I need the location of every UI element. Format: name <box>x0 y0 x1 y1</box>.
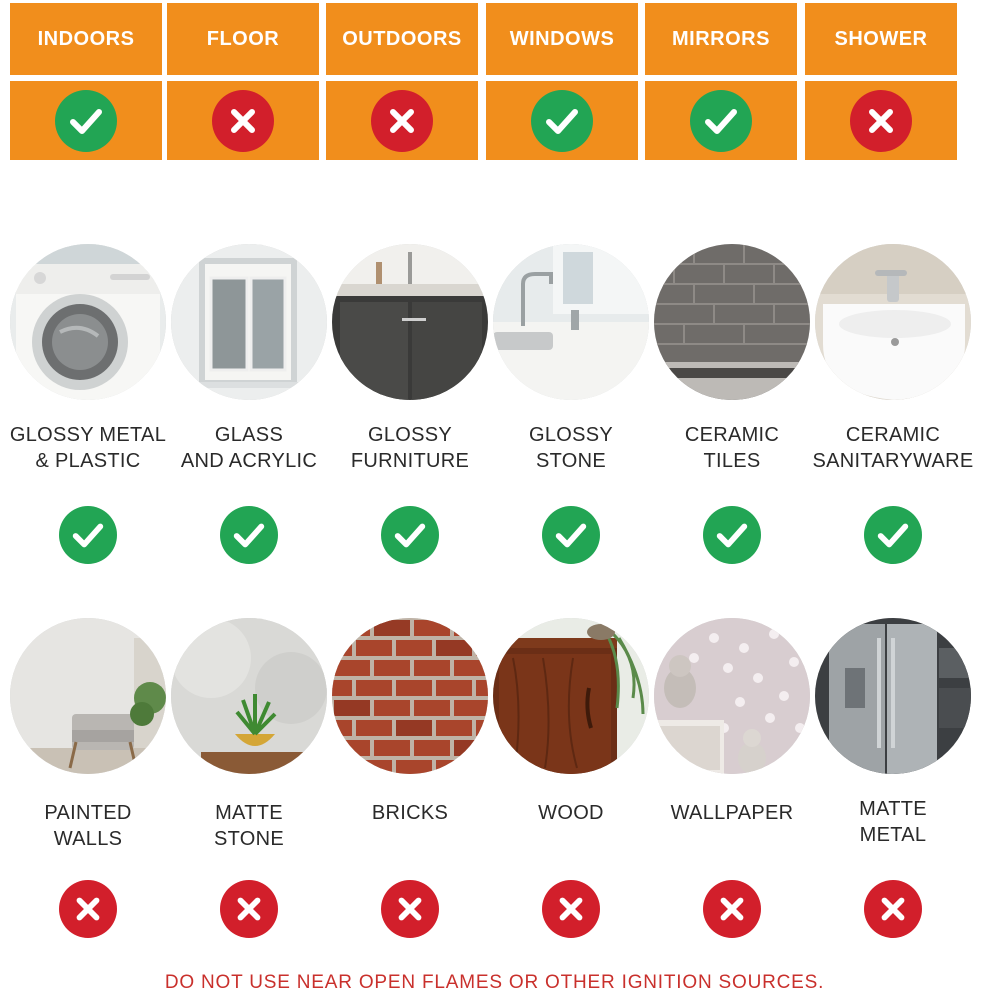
surface-bricks <box>330 618 490 918</box>
furniture-image <box>332 244 488 400</box>
surface-label-line1: CERAMIC <box>845 424 941 446</box>
usage-header: MIRRORS <box>645 3 797 75</box>
basin-image <box>815 244 971 400</box>
usage-header: OUTDOORS <box>326 3 478 75</box>
wood-image <box>493 618 649 774</box>
usage-table <box>10 3 988 160</box>
surface-glossy-furniture <box>330 244 490 544</box>
surface-label-line1: BRICKS <box>371 802 449 824</box>
surface-glossy-stone <box>491 244 651 544</box>
surface-label <box>0 422 178 474</box>
checkmark-icon <box>703 506 761 564</box>
surface-label <box>481 800 661 826</box>
surface-label-line2: TILES <box>703 450 761 472</box>
surface-wood <box>491 618 651 918</box>
fire-warning-text: DO NOT USE NEAR OPEN FLAMES OR OTHER IGNITION SOURCES. <box>164 972 825 993</box>
surface-label <box>159 422 339 474</box>
checkmark-icon <box>59 506 117 564</box>
usage-column-shower <box>805 3 957 160</box>
matte-stone-image <box>171 618 327 774</box>
surface-label-line1: GLOSSY METAL <box>9 424 167 446</box>
surface-ceramic-sanitaryware <box>813 244 973 544</box>
usage-column-windows <box>486 3 638 160</box>
cross-icon <box>864 880 922 938</box>
cross-icon <box>542 880 600 938</box>
surface-wallpaper <box>652 618 812 918</box>
surface-glass-acrylic <box>169 244 329 544</box>
surface-label <box>803 422 983 474</box>
surface-label <box>320 422 500 474</box>
usage-cell <box>167 81 319 160</box>
usage-cell <box>486 81 638 160</box>
surface-label-line1: GLASS <box>214 424 284 446</box>
cross-icon <box>703 880 761 938</box>
cross-icon <box>212 90 274 152</box>
surface-label-line2: METAL <box>859 824 927 846</box>
surface-glossy-metal-plastic <box>8 244 168 544</box>
checkmark-icon <box>864 506 922 564</box>
usage-cell <box>10 81 162 160</box>
usage-column-indoors <box>10 3 162 160</box>
usage-header: FLOOR <box>167 3 319 75</box>
bricks-image <box>332 618 488 774</box>
tiles-image <box>654 244 810 400</box>
surface-label <box>159 800 339 852</box>
usage-cell <box>805 81 957 160</box>
surface-label <box>803 796 983 848</box>
surface-label <box>642 800 822 826</box>
surface-matte-metal <box>813 618 973 918</box>
surface-label <box>0 800 178 852</box>
surface-label <box>481 422 661 474</box>
surface-label-line1: MATTE <box>859 798 927 820</box>
cross-icon <box>371 90 433 152</box>
checkmark-icon <box>690 90 752 152</box>
surface-label <box>642 422 822 474</box>
surface-ceramic-tiles <box>652 244 812 544</box>
cross-icon <box>850 90 912 152</box>
checkmark-icon <box>542 506 600 564</box>
surface-label-line1: MATTE <box>215 802 283 824</box>
surface-label-line2: STONE <box>213 828 285 850</box>
fridge-image <box>815 618 971 774</box>
surface-label-line2: WALLS <box>53 828 123 850</box>
cross-icon <box>59 880 117 938</box>
surface-label-line1: WALLPAPER <box>670 802 794 824</box>
surface-label-line1: WOOD <box>538 802 604 824</box>
surface-label-line1: GLOSSY <box>528 424 614 446</box>
usage-column-floor <box>167 3 319 160</box>
surface-label-line1: GLOSSY <box>367 424 453 446</box>
usage-header: WINDOWS <box>486 3 638 75</box>
usage-column-mirrors <box>645 3 797 160</box>
surface-label-line2: & PLASTIC <box>35 450 141 472</box>
usage-column-outdoors <box>326 3 478 160</box>
checkmark-icon <box>55 90 117 152</box>
surface-label-line2: STONE <box>535 450 607 472</box>
usage-header: INDOORS <box>10 3 162 75</box>
checkmark-icon <box>220 506 278 564</box>
surface-label <box>320 800 500 826</box>
surface-label-line1: PAINTED <box>44 802 132 824</box>
window-image <box>171 244 327 400</box>
surface-painted-walls <box>8 618 168 918</box>
usage-header: SHOWER <box>805 3 957 75</box>
surface-label-line2: FURNITURE <box>350 450 470 472</box>
surface-matte-stone <box>169 618 329 918</box>
checkmark-icon <box>531 90 593 152</box>
stone-countertop-image <box>493 244 649 400</box>
painted-wall-image <box>10 618 166 774</box>
usage-cell <box>326 81 478 160</box>
usage-cell <box>645 81 797 160</box>
washing-machine-image <box>10 244 166 400</box>
checkmark-icon <box>381 506 439 564</box>
surface-label-line1: CERAMIC <box>684 424 780 446</box>
wallpaper-image <box>654 618 810 774</box>
surface-label-line2: SANITARYWARE <box>812 450 974 472</box>
cross-icon <box>381 880 439 938</box>
surface-label-line2: AND ACRYLIC <box>180 450 318 472</box>
cross-icon <box>220 880 278 938</box>
